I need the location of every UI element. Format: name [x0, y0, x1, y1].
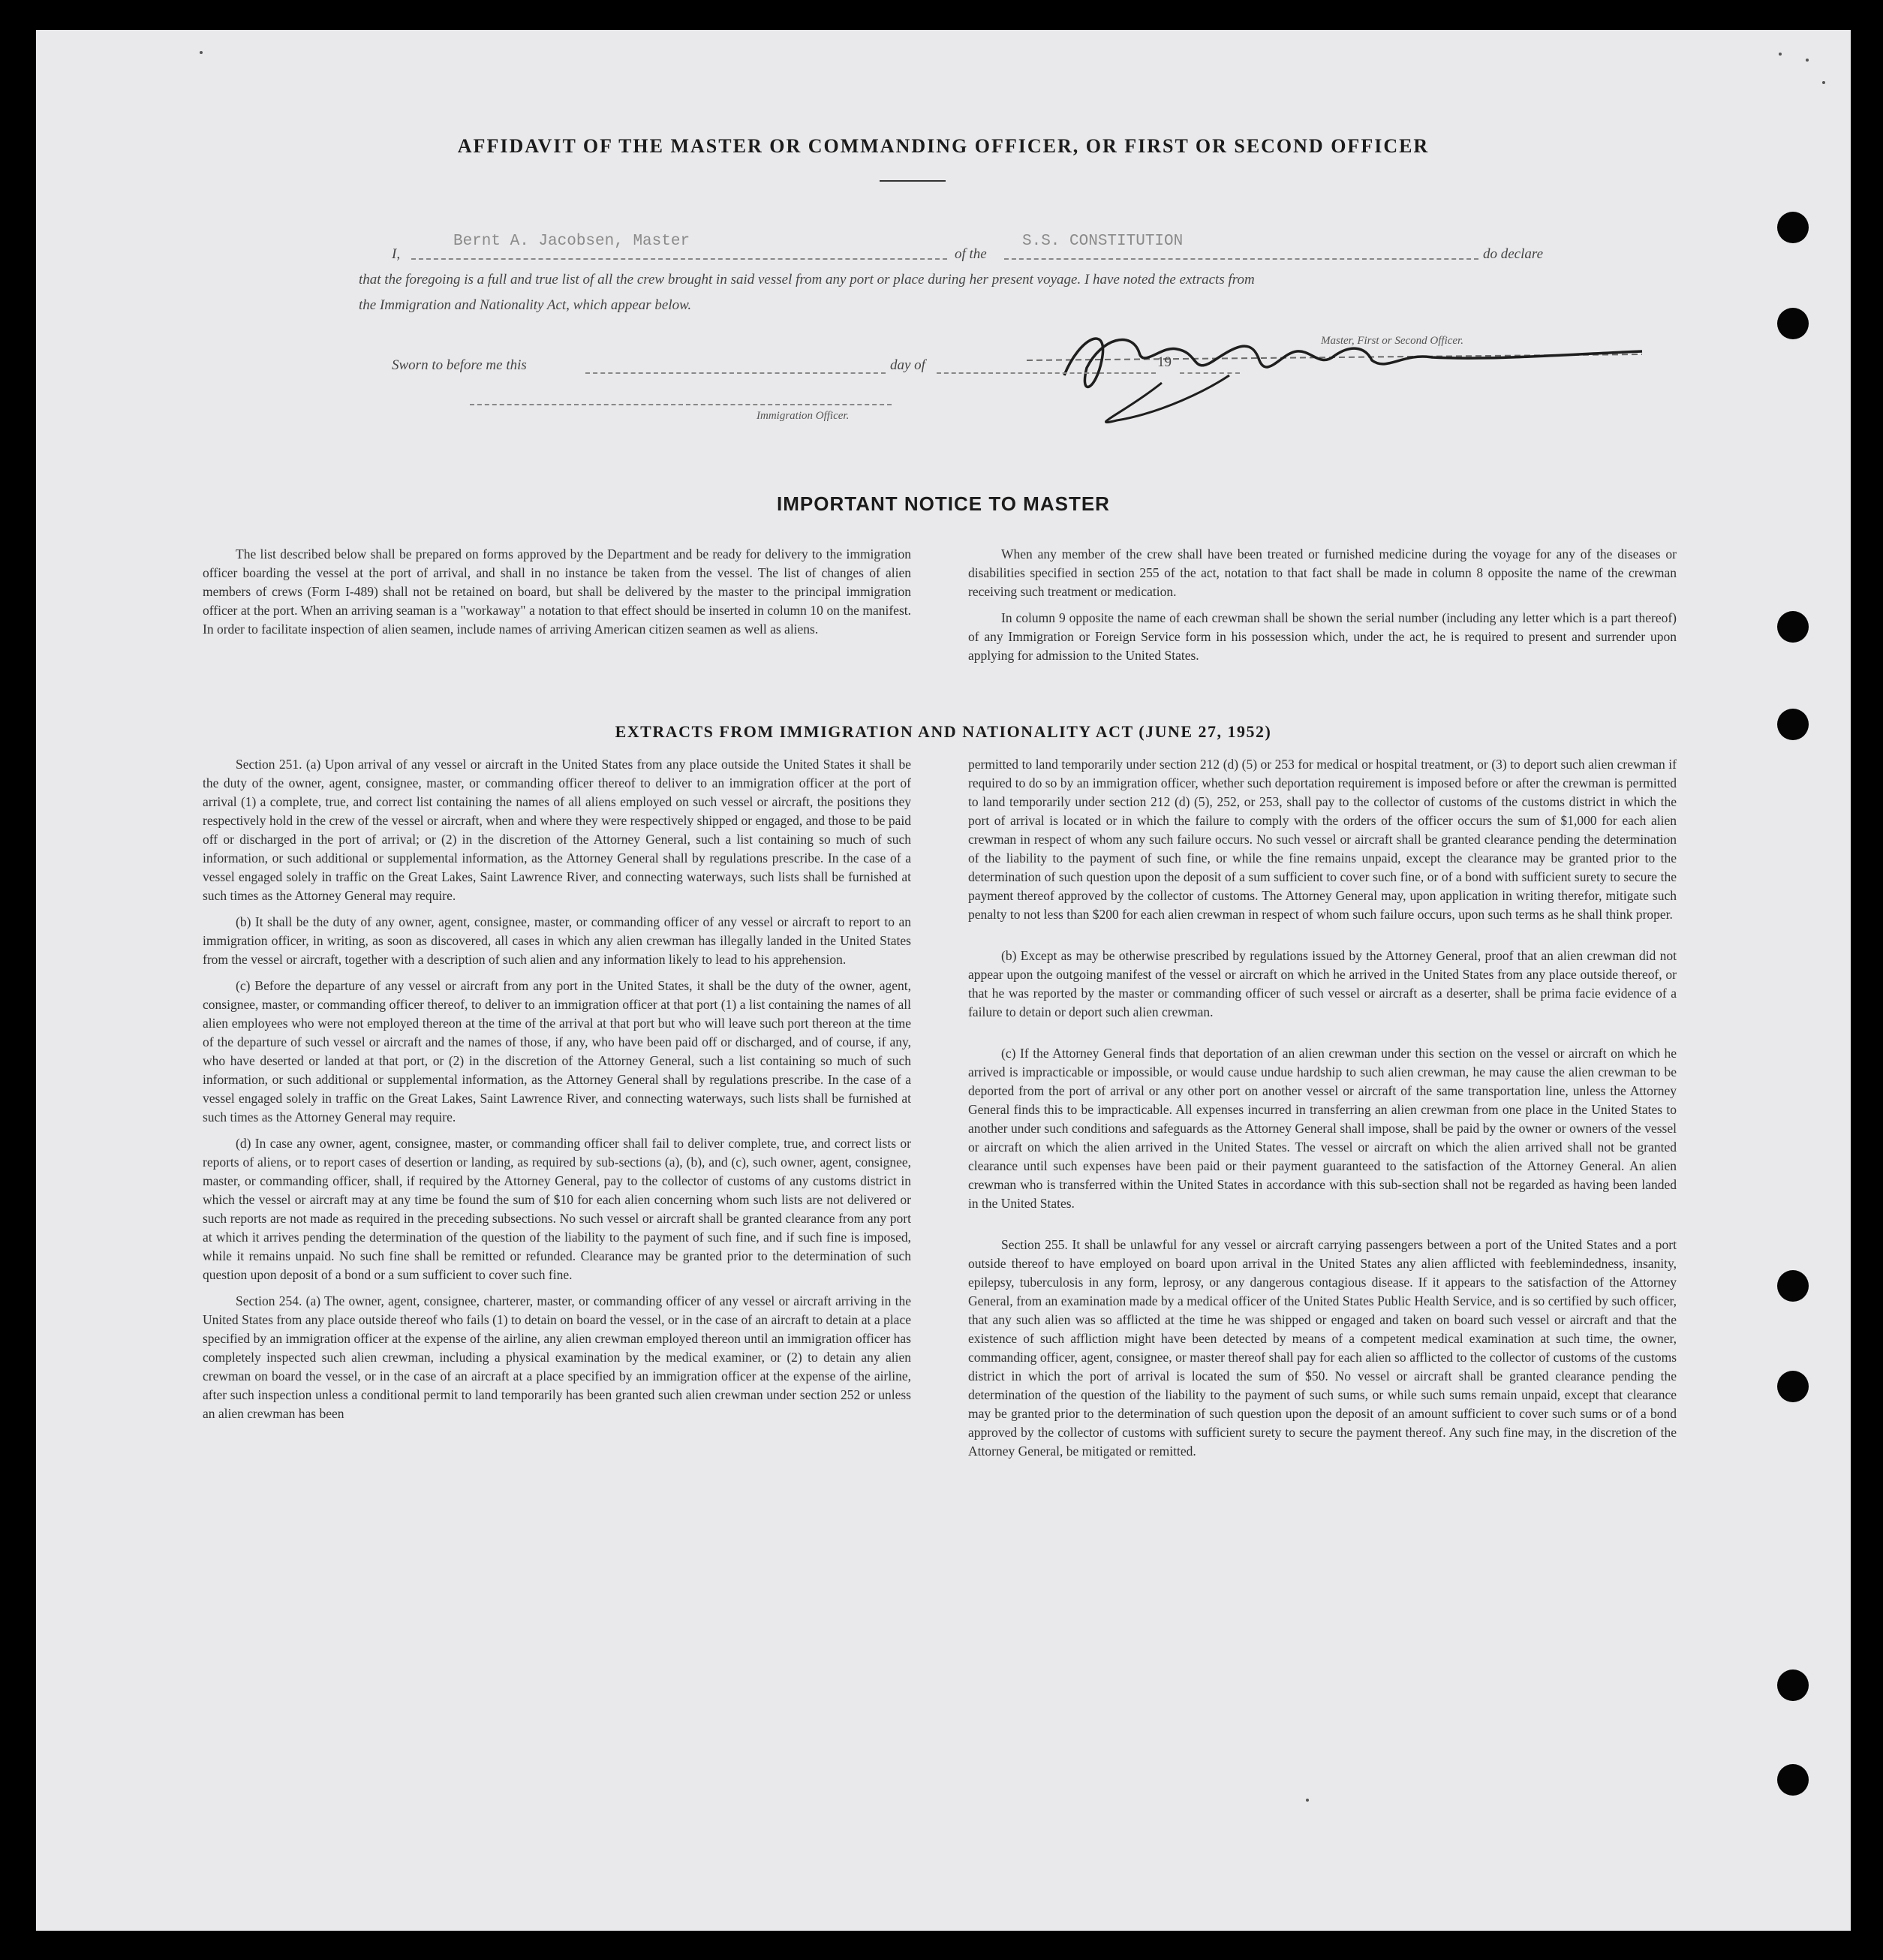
binder-hole [1777, 212, 1809, 243]
sworn-month-field [937, 359, 1156, 374]
document-page [36, 30, 1851, 1931]
section-251-a: Section 251. (a) Upon arrival of any vessel or aircraft in the United States from any place outside the United States it shall be the duty of the owner, agent, consignee, master, or commanding officer thereof to deliver to an immigration officer at the port of arrival (1) a complete, true, and correct list containing the names of all aliens employed on such vessel or aircraft, the positions they respectively hold in the crew of the vessel or aircraft, when and where they were respectively shipped or engaged, and those to be paid off or discharged in the port of arrival; or (2) in the discretion of the Attorney General, such a list containing so much of such information, or such additional or supplemental information, as the Attorney General shall by regulations prescribe. In the case of a vessel engaged solely in traffic on the Great Lakes, Saint Lawrence River, and connecting waterways, such lists shall be furnished at such times as the Attorney General may require. [203, 757, 911, 903]
scan-speck [1306, 1799, 1309, 1802]
sworn-year-field [1180, 359, 1240, 374]
scan-speck [1806, 59, 1809, 62]
notice-heading: IMPORTANT NOTICE TO MASTER [777, 492, 1110, 515]
notice-right-paragraph-1: When any member of the crew shall have been treated or furnished medicine during the voyage for any of the diseases or disabilities specified in section 255 of the act, notation to that fact shall be made in column 8 opposite the name of the crewman receiving such treatment or medication. [968, 546, 1677, 599]
sworn-day-field [585, 359, 886, 374]
section-254-a-continued: permitted to land temporarily under section 212 (d) (5) or 253 for medical or hospital treatment, or (3) to deport such alien crewman if required to do so by an immigration officer, whether such deportation requirement is imposed before or after the crewman is permitted to land temporarily under section 212 (d) (5), 252, or 253, shall pay to the collector of customs of the customs district in which the port of arrival is located or in which the failure to comply with the orders of the officer occurs the sum of $1,000 for each alien crewman in respect of whom any such failure occurs. No such vessel or aircraft shall be granted clearance pending the determination of the liability to the payment of such fine, or while the fine remains unpaid, except the clearance may be granted prior to the determination of such question upon the deposit of a sum sufficient to cover such fine, or of a bond with sufficient surety to secure the payment thereof approved by the collector of customs. The Attorney General may, upon application in writing therefor, mitigate such penalty to not less than $200 for each alien crewman in respect of whom such failure occurs, upon such terms as he shall think proper. [968, 757, 1677, 922]
binder-hole [1777, 1764, 1809, 1796]
officer-caption: Immigration Officer. [757, 410, 850, 422]
prefix-i: I, [392, 246, 401, 262]
notice-left-column [203, 545, 911, 646]
section-251-d: (d) In case any owner, agent, consignee, master, or commanding officer shall fail to deliver complete, true, and correct lists or reports of aliens, or to report cases of desertion or landing, as required by sub-sections (a), (b), and (c), such owner, agent, consignee, master, or commanding officer, shall, if required by the Attorney General, pay to the collector of customs of any customs district in which the vessel or aircraft may at any time be found the sum of $10 for each alien concerning whom such lists are not delivered or such reports are not made as required in the preceding subsections. No such vessel or aircraft shall be granted clearance from any port at which it arrives pending the determination of the question of the liability to the payment of such fine, and if such fine is imposed, while it remains unpaid. No such fine shall be remitted or refunded. Clearance may be granted prior to the determination of such question upon deposit of a bond or a sum sufficient to cover such fine. [203, 1136, 911, 1282]
day-of-label: day of [890, 357, 925, 373]
master-name-field [411, 233, 947, 260]
section-251-c: (c) Before the departure of any vessel or aircraft from any port in the United States, it shall be the duty of the owner, agent, consignee, master, or commanding officer thereof, to deliver to an immigration officer at that port (1) a list containing the names of all alien employees who were not employed thereon at the time of the arrival at that port but who will leave such port thereon at the time of the departure of such vessel or aircraft and the names of those, if any, who have been paid off or discharged, and of course, if any, who have deserted or landed at that port, or (2) in the discretion of the Attorney General, such a list containing so much of such information, or such additional or supplemental information, as the Attorney General shall by regulations prescribe. In the case of a vessel engaged solely in traffic on the Great Lakes, Saint Lawrence River, and connecting waterways, such lists shall be furnished at such times as the Attorney General may require. [203, 978, 911, 1125]
binder-hole [1777, 308, 1809, 339]
section-255: Section 255. It shall be unlawful for any vessel or aircraft carrying passengers between a port of the United States and a port outside thereof to have employed on board upon arrival in the United States any alien afflicted with feeblemindedness, insanity, epilepsy, tuberculosis in any form, leprosy, or any dangerous contagious disease. If it appears to the satisfaction of the Attorney General, from an examination made by a medical officer of the United States Public Health Service, and is so certified by such officer, that any such alien was so afflicted at the time he was shipped or engaged and taken on board such vessel or aircraft and that the existence of such affliction might have been detected by means of a competent medical examination at such time, the owner, commanding officer, agent, consignee, or master thereof shall pay for each alien so afflicted to the collector of customs of the customs district in which the port of arrival is located the sum of $50. No vessel or aircraft shall be granted clearance pending the determination of the question of the liability to the payment of such sums, or while such sums remain unpaid, except that clearance may be granted prior to the determination of such question upon the deposit of an amount sufficient to cover such sums or of a bond approved by the collector of customs with sufficient surety to secure the payment thereof. Any such fine may, in the discretion of the Attorney General, be mitigated or remitted. [968, 1237, 1677, 1459]
section-251-b: (b) It shall be the duty of any owner, agent, consignee, master, or commanding officer of any vessel or aircraft to report to an immigration officer, in writing, as soon as discovered, all cases in which any alien crewman has illegally landed in the United States from the vessel or aircraft, together with a description of such alien and any information likely to lead to his apprehension. [203, 914, 911, 967]
binder-hole [1777, 709, 1809, 740]
binder-hole [1777, 1270, 1809, 1302]
sworn-label: Sworn to before me this [392, 357, 527, 373]
immigration-officer-signature-line [470, 389, 892, 405]
binder-hole [1777, 1669, 1809, 1701]
form-title: AFFIDAVIT OF THE MASTER OR COMMANDING OFFICER, OR FIRST OR SECOND OFFICER [457, 135, 1430, 157]
scan-speck [1822, 81, 1825, 84]
vessel-name: S.S. CONSTITUTION [1022, 233, 1184, 250]
extracts-heading: EXTRACTS FROM IMMIGRATION AND NATIONALITY ACT (JUNE 27, 1952) [615, 722, 1272, 741]
binder-hole [1777, 611, 1809, 643]
notice-right-column [968, 545, 1677, 673]
section-254-a: Section 254. (a) The owner, agent, consignee, charterer, master, or commanding officer of any vessel or aircraft arriving in the United States from any place outside thereof who fails (1) to detain on board the vessel, or in the case of an aircraft to detain at a place specified by an immigration officer at the expense of the airline, any alien crewman employed thereon until an immigration officer has completely inspected such alien crewman, including a physical examination by the medical examiner, or (2) to detain any alien crewman on board the vessel, or in the case of an aircraft at a place specified by an immigration officer at the expense of the airline, after such inspection unless a conditional permit to land temporarily has been granted such alien crewman under section 252 or unless an alien crewman has been [203, 1293, 911, 1421]
section-254-c: (c) If the Attorney General finds that deportation of an alien crewman under this section on the vessel or aircraft on which he arrived is impracticable or impossible, or would cause undue hardship to such alien crewman, he may cause the alien crewman to be deported from the port of arrival or any other port on another vessel or aircraft of the same transportation line, unless the Attorney General finds this to be impracticable. All expenses incurred in transferring an alien crewman from one place in the United States to another under such conditions and safeguards as the Attorney General shall impose, shall be paid by the owner or owners of the vessel or aircraft on which the alien arrived in the United States. The vessel or aircraft on which the alien arrived shall not be granted clearance until such expenses have been paid or their payment guaranteed to the satisfaction of the Attorney General. An alien crewman who is transferred within the United States in accordance with this sub-section shall not be regarded as having been landed in the United States. [968, 1046, 1677, 1211]
signature-caption: Master, First or Second Officer. [1321, 335, 1463, 347]
notice-right-paragraph-2: In column 9 opposite the name of each crewman shall be shown the serial number (including any letter which is a part thereof) of any Immigration or Foreign Service form in his possession which, under the act, he is required to present and surrender upon applying for admission to the United States. [968, 610, 1677, 663]
statement-line-1: that the foregoing is a full and true list of all the crew brought in said vessel from any port or place during her present voyage. I have noted the extracts from [359, 272, 1255, 288]
notice-left-paragraph: The list described below shall be prepared on forms approved by the Department and be ready for delivery to the immigration officer boarding the vessel at the port of arrival, and shall in no instance be taken from the vessel. The list of changes of alien members of crews (Form I-489) shall not be retained on board, but shall be delivered by the master to the principal immigration officer at the port. When an arriving seaman is a "workaway" a notation to that effect should be inserted in column 10 on the manifest. In order to facilitate inspection of alien seamen, include names of arriving American citizen seamen as well as aliens. [203, 546, 911, 637]
year-prefix: 19 [1157, 354, 1172, 370]
binder-hole [1777, 1371, 1809, 1402]
master-name: Bernt A. Jacobsen, Master [453, 233, 690, 250]
scan-speck [1779, 53, 1782, 56]
extracts-left-column [203, 755, 911, 1431]
do-declare-label: do declare [1483, 246, 1544, 262]
scan-speck [200, 51, 203, 54]
title-rule [880, 180, 946, 182]
vessel-name-field [1004, 233, 1478, 260]
of-the-label: of the [955, 246, 987, 262]
extracts-right-column [968, 755, 1677, 1468]
section-254-b: (b) Except as may be otherwise prescribed by regulations issued by the Attorney General, proof that an alien crewman did not appear upon the outgoing manifest of the vessel or aircraft on which he arrived in the United States from any place outside thereof, or that he was reported by the master or commanding officer of such vessel or aircraft as a deserter, shall be prima facie evidence of a failure to detain or deport such alien crewman. [968, 948, 1677, 1019]
statement-line-2: the Immigration and Nationality Act, which appear below. [359, 297, 692, 313]
